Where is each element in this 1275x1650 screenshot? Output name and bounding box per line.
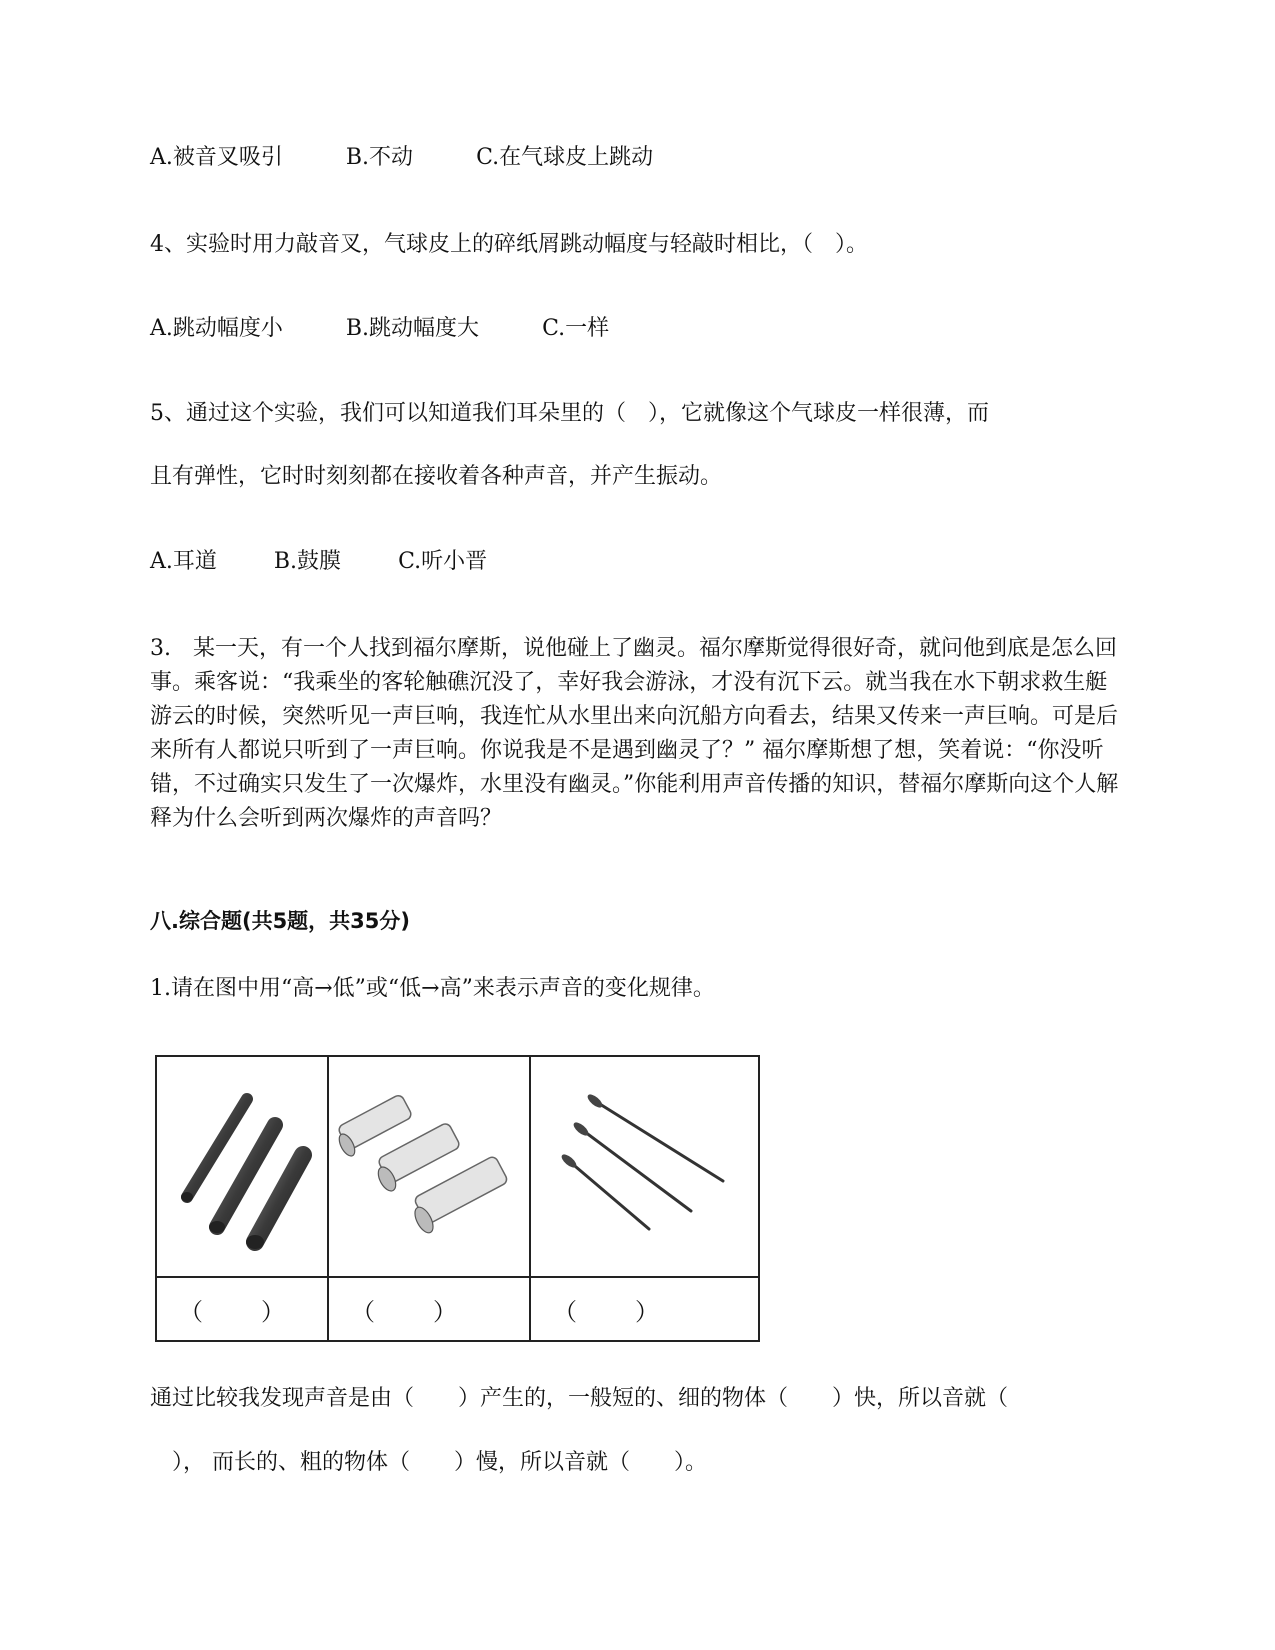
answer-open-paren-1: （ [179, 1297, 203, 1326]
figure-table [155, 1055, 760, 1342]
answer-cell-2[interactable] [328, 1277, 530, 1341]
q5-option-b: B.鼓膜 [273, 549, 342, 574]
q4-option-a: A.跳动幅度小 [150, 316, 283, 341]
q5-stem-line1: 5、通过这个实验，我们可以知道我们耳朵里的（ ），它就像这个气球皮一样很薄，而 [150, 401, 989, 426]
answer-cell-1[interactable] [156, 1277, 328, 1341]
figure-cell-white-tubes [328, 1056, 530, 1277]
story-question: 3. 某一天，有一个人找到福尔摩斯，说他碰上了幽灵。福尔摩斯觉得很好奇，就问他到底是怎么回事。乘客说：“我乘坐的客轮触礁沉没了，幸好我会游泳，才没有沉下云。就当我在水下朝求救生艇游云的时候，突然听见一声巨响，我连忙从水里出来向沉船方向看去，结果又传来一声巨响。可是后来所有人都说只听到了一声巨响。你说我是不是遇到幽灵了？” 福尔摩斯想了想，笑着说：“你没听错，不过确实只发生了一次爆炸，水里没有幽灵。”你能利用声音传播的知识，替福尔摩斯向这个人解释为什么会听到两次爆炸的声音吗？ [150, 636, 1119, 831]
answer-open-paren-3: （ [553, 1297, 577, 1326]
q5-option-c: C.听小晋 [398, 549, 488, 574]
figure-cell-nails [530, 1056, 759, 1277]
q5-option-a: A.耳道 [150, 549, 217, 574]
q3-option-a: A.被音叉吸引 [150, 145, 283, 170]
q3-option-c: C.在气球皮上跳动 [476, 145, 654, 170]
dark-tubes-icon [157, 1057, 325, 1272]
q5-stem-line2: 且有弹性，它时时刻刻都在接收着各种声音，并产生振动。 [150, 464, 723, 489]
q4-options [150, 314, 609, 344]
answer-close-paren-3: ） [635, 1297, 659, 1326]
answer-close-paren-2: ） [433, 1297, 457, 1326]
q1-prompt: 1.请在图中用“高→低”或“低→高”来表示声音的变化规律。 [150, 976, 715, 1001]
figure-cell-dark-tubes [156, 1056, 328, 1277]
answer-open-paren-2: （ [351, 1297, 375, 1326]
section-heading: 八.综合题(共5题，共35分) [150, 909, 411, 933]
fill-line-1: 通过比较我发现声音是由（ ）产生的，一般短的、细的物体（ ）快，所以音就（ [150, 1386, 1009, 1411]
q5-options [150, 547, 487, 577]
q4-option-b: B.跳动幅度大 [345, 316, 480, 341]
answer-close-paren-1: ） [261, 1297, 285, 1326]
fill-line-2: ）， 而长的、粗的物体（ ）慢，所以音就（ ）。 [150, 1450, 707, 1475]
nails-icon [531, 1057, 741, 1272]
q3-options [150, 143, 653, 173]
q4-option-c: C.一样 [542, 316, 610, 341]
answer-cell-3[interactable] [530, 1277, 759, 1341]
white-tubes-icon [329, 1057, 527, 1272]
q4-stem: 4、实验时用力敲音叉，气球皮上的碎纸屑跳动幅度与轻敲时相比，（ ）。 [150, 232, 868, 257]
q3-option-b: B.不动 [345, 145, 414, 170]
